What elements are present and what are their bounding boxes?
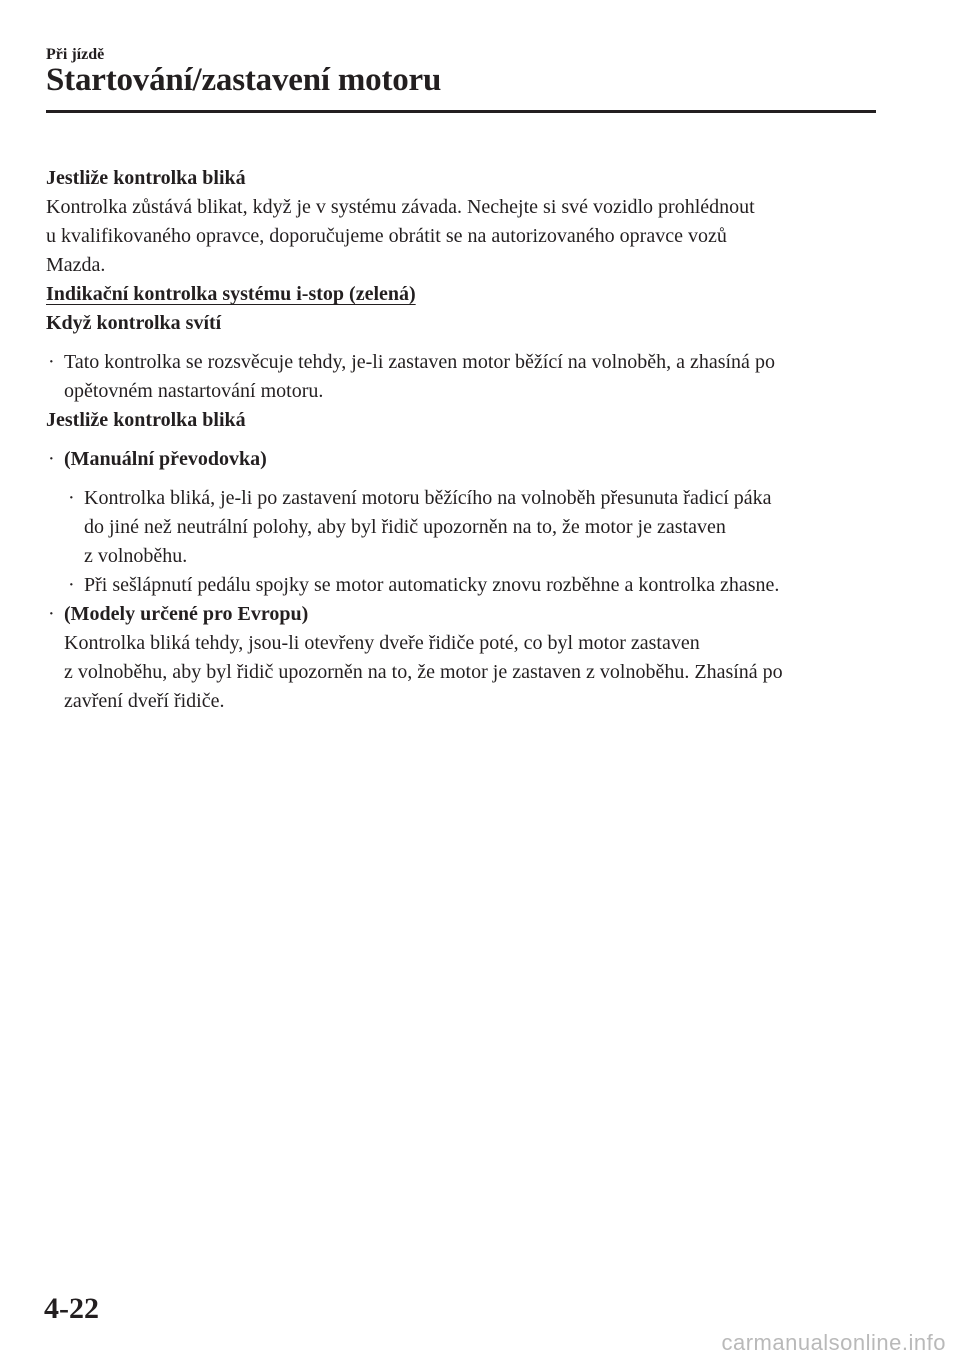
list-item-label: (Modely určené pro Evropu)	[64, 603, 309, 625]
list-item	[66, 484, 886, 571]
list-item-europe-models	[46, 600, 886, 716]
bullet-glyph: ·	[48, 448, 55, 470]
bullet-glyph: ·	[68, 487, 75, 509]
list-item	[46, 348, 886, 406]
heading-blinking-1: Jestliže kontrolka bliká	[46, 167, 246, 189]
paragraph-line: u kvalifikovaného opravce, doporučujeme obrátit se na autorizovaného opravce vozů	[46, 225, 727, 247]
paragraph-line: Kontrolka zůstává blikat, když je v systému závada. Nechejte si své vozidlo prohlédnout	[46, 196, 755, 218]
bullet-glyph: ·	[68, 574, 75, 596]
heading-blinking-2: Jestliže kontrolka bliká	[46, 409, 246, 431]
list-item-manual-transmission	[46, 445, 886, 474]
list-item-line: Kontrolka bliká tehdy, jsou-li otevřeny dveře řidiče poté, co byl motor zastaven	[64, 632, 700, 654]
bullet-glyph: ·	[48, 603, 55, 625]
watermark: carmanualsonline.info	[721, 1330, 946, 1355]
list-item-label: (Manuální převodovka)	[64, 448, 267, 470]
page-number: 4-22	[44, 1292, 99, 1325]
page-content	[46, 164, 886, 716]
bullet-glyph: ·	[48, 351, 55, 373]
paragraph-line: Mazda.	[46, 254, 106, 276]
list-item-line: Při sešlápnutí pedálu spojky se motor automaticky znovu rozběhne a kontrolka zhasne.	[84, 574, 780, 596]
list-item-line: zavření dveří řidiče.	[64, 690, 225, 712]
istop-indicator-heading: Indikační kontrolka systému i-stop (zelená)	[46, 283, 416, 305]
list-item-line: Kontrolka bliká, je-li po zastavení motoru běžícího na volnoběh přesunuta řadicí páka	[84, 487, 772, 509]
section-label: Při jízdě	[46, 46, 105, 63]
list-item-line: Tato kontrolka se rozsvěcuje tehdy, je-li zastaven motor běžící na volnoběh, a zhasíná po	[64, 351, 775, 373]
list-item-line: z volnoběhu.	[84, 545, 188, 567]
heading-illuminated: Když kontrolka svítí	[46, 312, 222, 334]
page-title: Startování/zastavení motoru	[46, 62, 442, 98]
list-item	[66, 571, 886, 600]
list-item-line: do jiné než neutrální polohy, aby byl řidič upozorněn na to, že motor je zastaven	[84, 516, 726, 538]
list-item-line: opětovném nastartování motoru.	[64, 380, 324, 402]
title-rule	[46, 110, 876, 113]
malfunction-paragraph	[46, 193, 886, 280]
list-item-line: z volnoběhu, aby byl řidič upozorněn na to, že motor je zastaven z volnoběhu. Zhasíná po	[64, 661, 783, 683]
